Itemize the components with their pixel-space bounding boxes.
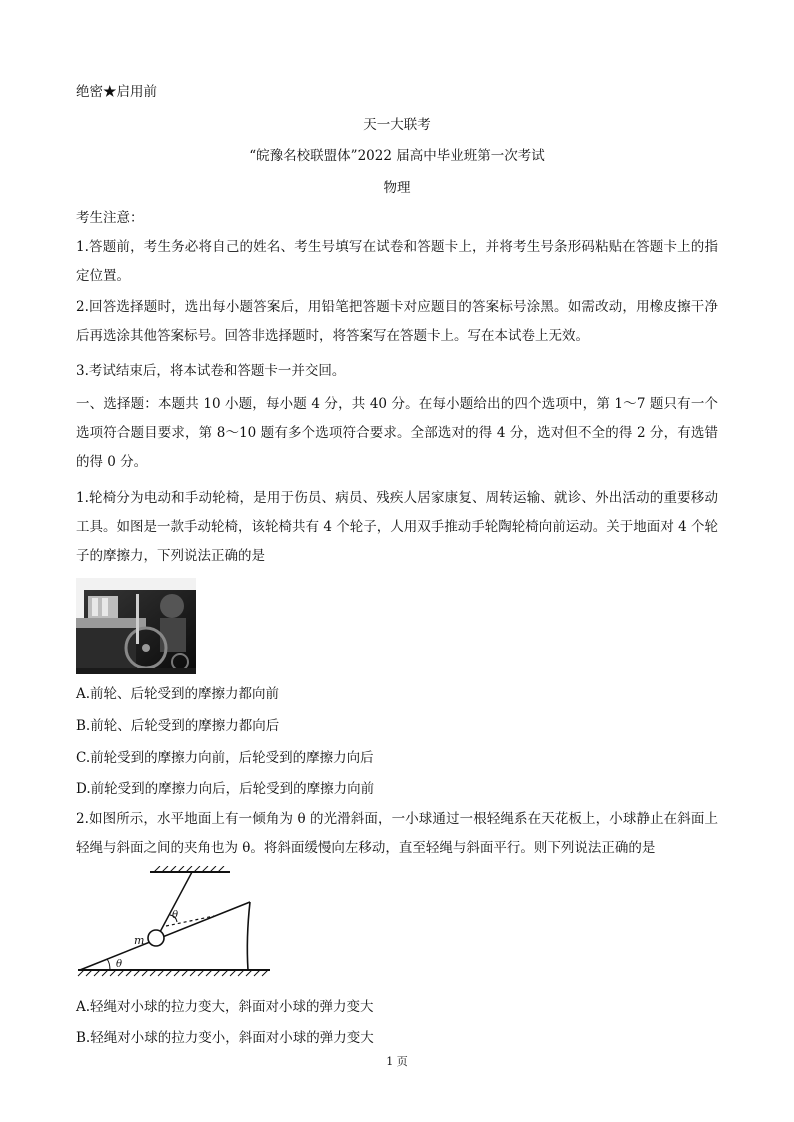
org-title: 天一大联考: [363, 117, 431, 133]
exam-title: “皖豫名校联盟体”2022 届高中毕业班第一次考试: [249, 148, 545, 164]
q1-stem: 1.轮椅分为电动和手动轮椅，是用于伤员、病员、残疾人居家康复、周转运输、就诊、外出活动的重要移动工具。如图是一款手动轮椅，该轮椅共有 4 个轮子，人用双手推动手轮陶轮椅向前运动。关于地面对 4 个轮子的摩擦力，下列说法正确的是: [76, 490, 718, 564]
incline-diagram: [74, 866, 274, 980]
rope-angle-label: θ: [172, 910, 179, 921]
q1-option-a: A.前轮、后轮受到的摩擦力都向前: [76, 686, 280, 702]
section1-intro: 一、选择题：本题共 10 小题，每小题 4 分，共 40 分。在每小题给出的四个选项中，第 1～7 题只有一个选项符合题目要求，第 8～10 题有多个选项符合要求。全部选对的得 4 分，选对但不全的得 2 分，有选错的得 0 分。: [76, 396, 718, 470]
notice-item-1: 1.答题前，考生务必将自己的姓名、考生号填写在试卷和答题卡上，并将考生号条形码粘贴在答题卡上的指定位置。: [76, 239, 718, 284]
q1-option-c: C.前轮受到的摩擦力向前，后轮受到的摩擦力向后: [76, 750, 374, 766]
page-number: 1 页: [386, 1055, 408, 1068]
q2-option-b: B.轻绳对小球的拉力变小，斜面对小球的弹力变大: [76, 1030, 374, 1046]
subject-title: 物理: [383, 180, 411, 196]
q1-option-d: D.前轮受到的摩擦力向后，后轮受到的摩擦力向前: [76, 781, 375, 797]
notice-item-2: 2.回答选择题时，选出每小题答案后，用铅笔把答题卡对应题目的答案标号涂黑。如需改动，用橡皮擦干净后再选涂其他答案标号。回答非选择题时，将答案写在答题卡上。写在本试卷上无效。: [76, 299, 718, 344]
secret-label: 绝密★启用前: [76, 84, 157, 100]
wheelchair-photo: [76, 578, 196, 674]
notice-item-3: 3.考试结束后，将本试卷和答题卡一并交回。: [76, 363, 346, 379]
q2-stem: 2.如图所示，水平地面上有一倾角为 θ 的光滑斜面，一小球通过一根轻绳系在天花板上，小球静止在斜面上轻绳与斜面之间的夹角也为 θ。将斜面缓慢向左移动，直至轻绳与斜面平行。则下列说法正确的是: [76, 811, 718, 856]
notice-heading: 考生注意：: [76, 210, 144, 226]
mass-label: m: [134, 934, 145, 947]
q2-option-a: A.轻绳对小球的拉力变大，斜面对小球的弹力变大: [76, 999, 374, 1015]
q1-option-b: B.前轮、后轮受到的摩擦力都向后: [76, 718, 280, 734]
incline-angle-label: θ: [116, 959, 123, 970]
